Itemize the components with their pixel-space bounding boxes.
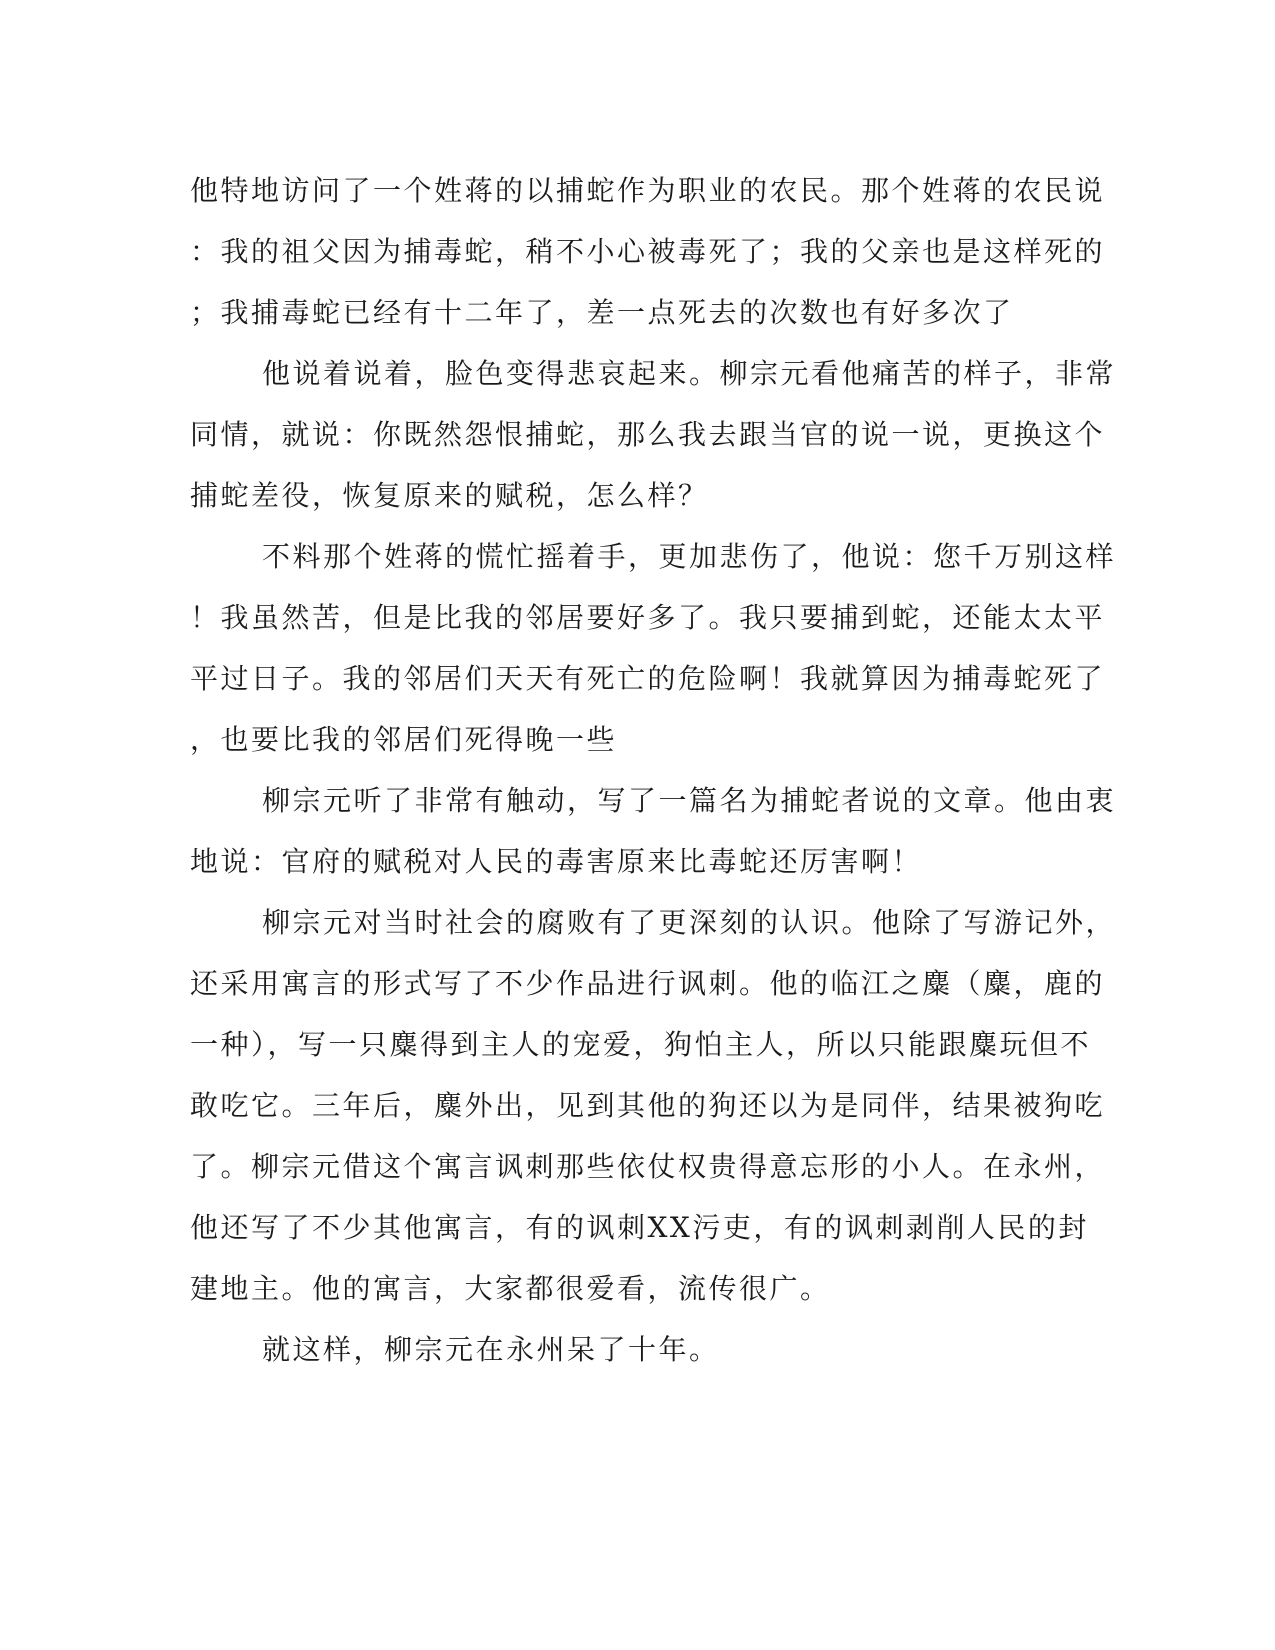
text-line: 不料那个姓蒋的慌忙摇着手，更加悲伤了，他说：您千万别这样 [262,540,1117,573]
paragraph-1 [190,160,1106,343]
text-line: 他说着说着，脸色变得悲哀起来。柳宗元看他痛苦的样子，非常 [262,357,1117,390]
paragraph-3 [190,526,1117,770]
text-line: 就这样，柳宗元在永州呆了十年。 [262,1333,720,1366]
text-line: 柳宗元听了非常有触动，写了一篇名为捕蛇者说的文章。他由衷 [262,784,1117,817]
text-line: 柳宗元对当时社会的腐败有了更深刻的认识。他除了写游记外， [262,906,1117,939]
paragraph-6 [190,1319,1090,1380]
paragraph-4 [190,770,1117,892]
paragraph-2 [190,343,1117,526]
text-line: 还采用寓言的形式写了不少作品进行讽刺。他的临江之麋（麋，鹿的 [190,967,1106,1000]
text-line: ，也要比我的邻居们死得晚一些 [190,723,618,756]
paragraph-5 [190,892,1117,1319]
text-line: ；我捕毒蛇已经有十二年了，差一点死去的次数也有好多次了 [190,296,1014,329]
text-line: 敢吃它。三年后，麋外出，见到其他的狗还以为是同伴，结果被狗吃 [190,1089,1106,1122]
text-line: 他还写了不少其他寓言，有的讽刺XX污吏，有的讽刺剥削人民的封 [190,1211,1089,1244]
text-line: 同情，就说：你既然怨恨捕蛇，那么我去跟当官的说一说，更换这个 [190,418,1106,451]
text-line: 捕蛇差役，恢复原来的赋税，怎么样？ [190,479,709,512]
text-line: 一种），写一只麋得到主人的宠爱，狗怕主人，所以只能跟麋玩但不 [190,1028,1092,1061]
text-line: 地说：官府的赋税对人民的毒害原来比毒蛇还厉害啊！ [190,845,923,878]
text-line: 平过日子。我的邻居们天天有死亡的危险啊！我就算因为捕毒蛇死了 [190,662,1106,695]
text-line: 建地主。他的寓言，大家都很爱看，流传很广。 [190,1272,831,1305]
text-line: 他特地访问了一个姓蒋的以捕蛇作为职业的农民。那个姓蒋的农民说 [190,174,1106,207]
text-line: 了。柳宗元借这个寓言讽刺那些依仗权贵得意忘形的小人。在永州， [190,1150,1106,1183]
text-line: ：我的祖父因为捕毒蛇，稍不小心被毒死了；我的父亲也是这样死的 [190,235,1106,268]
text-line: ！我虽然苦，但是比我的邻居要好多了。我只要捕到蛇，还能太太平 [190,601,1106,634]
body-text [190,160,1117,1380]
